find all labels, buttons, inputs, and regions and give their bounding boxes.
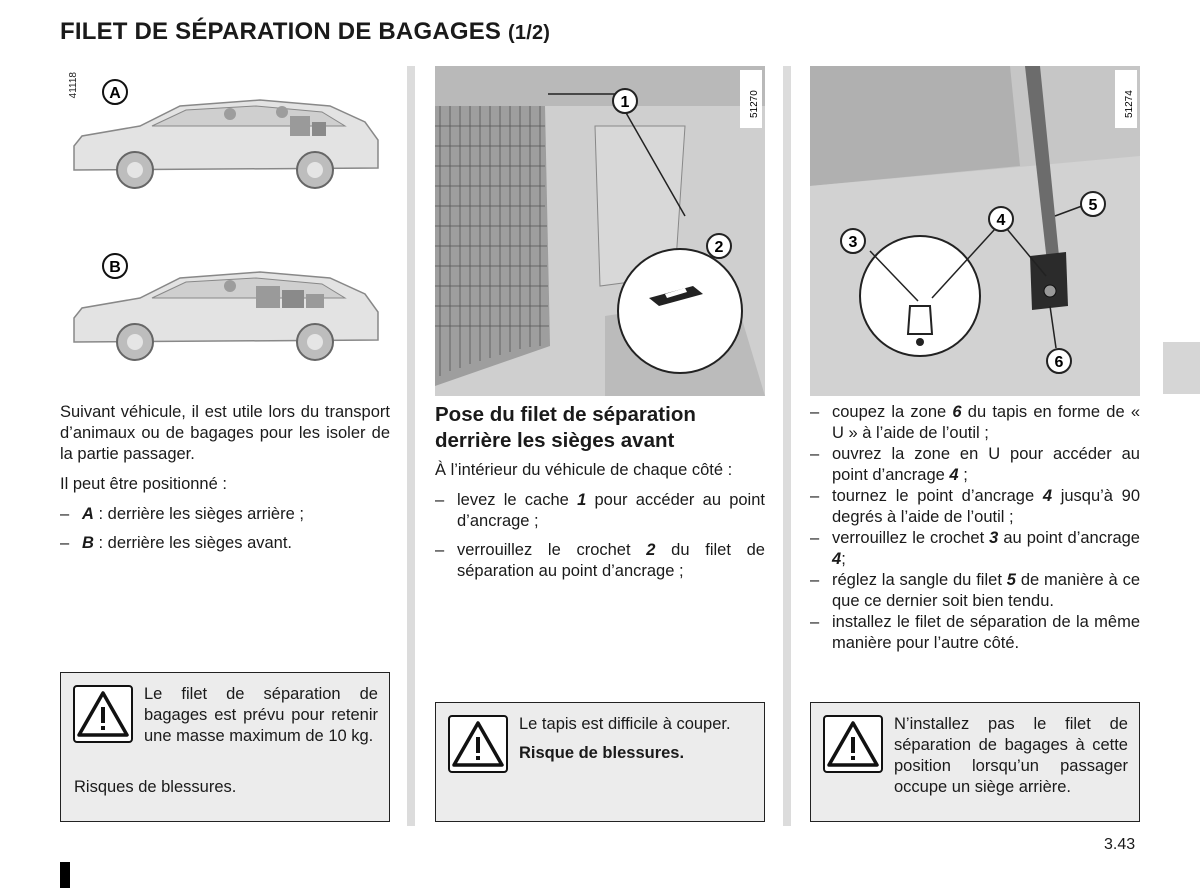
column-separator bbox=[783, 66, 791, 826]
callout-5: 5 bbox=[1088, 197, 1098, 214]
list-item: – ouvrez la zone en U pour accéder au point d’ancrage 4 ; bbox=[810, 444, 1140, 486]
warning-triangle-icon bbox=[73, 685, 133, 743]
section-tab bbox=[1163, 342, 1200, 394]
label-a-text: A bbox=[109, 85, 121, 102]
anchor-illustration bbox=[810, 66, 1140, 396]
position-list bbox=[60, 504, 390, 554]
positioned-paragraph: Il peut être positionné : bbox=[60, 475, 227, 493]
warning-risk: Risque de blessures. bbox=[519, 744, 685, 762]
callout-6: 6 bbox=[1054, 354, 1064, 371]
label-b-text: B bbox=[109, 259, 121, 276]
list-item: – levez le cache 1 pour accéder au point d’ancrage ; bbox=[435, 490, 765, 532]
callout-2: 2 bbox=[714, 239, 724, 256]
warning-box bbox=[435, 702, 765, 822]
list-item: – coupez la zone 6 du tapis en forme de « U » à l’aide de l’outil ; bbox=[810, 402, 1140, 444]
figure-number: 41118 bbox=[68, 72, 79, 99]
figure-number: 51274 bbox=[1124, 90, 1135, 118]
net-illustration bbox=[435, 66, 765, 396]
callout-4: 4 bbox=[996, 212, 1006, 229]
list-item: – verrouillez le crochet 3 au point d’ancrage 4; bbox=[810, 528, 1140, 570]
title-subtitle: (1/2) bbox=[508, 22, 551, 44]
car-b-icon bbox=[74, 272, 378, 360]
list-item: – verrouillez le crochet 2 du filet de séparation au point d’ancrage ; bbox=[435, 540, 765, 582]
steps-list bbox=[810, 402, 1140, 654]
list-item: – B : derrière les sièges avant. bbox=[60, 533, 390, 554]
list-item: – A : derrière les sièges arrière ; bbox=[60, 504, 390, 525]
col1-text bbox=[60, 402, 390, 562]
figure-anchor bbox=[810, 66, 1140, 396]
page-title bbox=[60, 18, 550, 46]
warning-text: Le tapis est difficile à couper. bbox=[519, 715, 731, 733]
col3-text bbox=[810, 402, 1140, 654]
col2-text bbox=[435, 460, 765, 590]
warning-text: Le filet de séparation de bagages est prévu pour retenir une masse maximum de 10 kg. bbox=[144, 685, 378, 745]
warning-box bbox=[60, 672, 390, 822]
figure-net bbox=[435, 66, 765, 396]
list-item: – tournez le point d’ancrage 4 jusqu’à 90 degrés à l’aide de l’outil ; bbox=[810, 486, 1140, 528]
callout-3: 3 bbox=[848, 234, 858, 251]
warning-text: N’installez pas le filet de séparation de bagages à cette position lorsqu’un passager occupe un siège arrière. bbox=[894, 715, 1128, 796]
list-item: – réglez la sangle du filet 5 de manière à ce que ce dernier soit bien tendu. bbox=[810, 570, 1140, 612]
intro-paragraph: Suivant véhicule, il est utile lors du transport d’animaux ou de bagages pour les isoler de la partie passager. bbox=[60, 403, 390, 463]
warning-risk: Risques de blessures. bbox=[74, 778, 237, 796]
title-text: FILET DE SÉPARATION DE BAGAGES bbox=[60, 18, 502, 45]
warning-box bbox=[810, 702, 1140, 822]
intro-paragraph: À l’intérieur du véhicule de chaque côté : bbox=[435, 461, 733, 479]
car-a-icon bbox=[74, 100, 378, 188]
corner-marker bbox=[60, 862, 70, 888]
figure-number: 51270 bbox=[749, 90, 760, 118]
column-separator bbox=[407, 66, 415, 826]
page-number: 3.43 bbox=[1104, 836, 1136, 853]
list-item: – installez le filet de séparation de la même manière pour l’autre côté. bbox=[810, 612, 1140, 654]
callout-1: 1 bbox=[620, 94, 630, 111]
steps-list bbox=[435, 490, 765, 582]
warning-triangle-icon bbox=[448, 715, 508, 773]
section-heading: Pose du filet de séparation derrière les sièges avant bbox=[435, 403, 696, 452]
warning-triangle-icon bbox=[823, 715, 883, 773]
cars-illustration bbox=[60, 70, 390, 380]
